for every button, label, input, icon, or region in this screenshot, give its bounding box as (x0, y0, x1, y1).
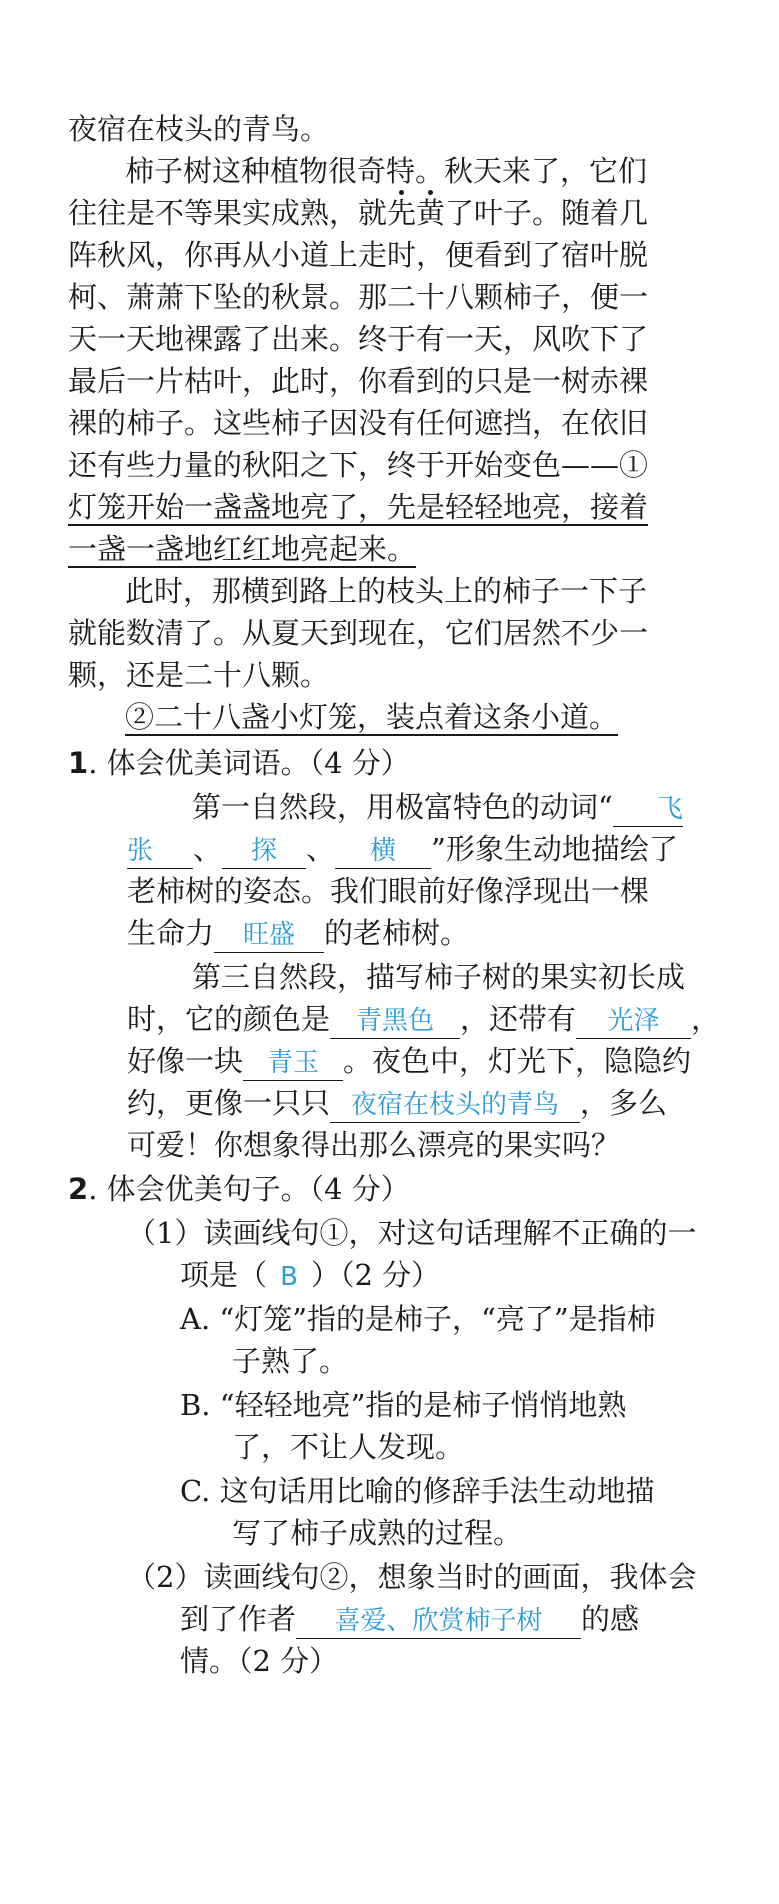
q1-text: 可爱！你想象得出那么漂亮的果实吗？ (127, 1128, 621, 1162)
answer-blank[interactable]: 旺盛 (214, 918, 324, 953)
underlined-sentence-1: 灯笼开始一盏盏地亮了，先是轻轻地亮，接着 (68, 490, 649, 524)
answer-blank[interactable]: 探 (222, 834, 306, 869)
option-c: 写了柿子成熟的过程。 (232, 1516, 523, 1550)
emphasis-dot: 先 (387, 196, 417, 230)
option-a: A. “灯笼”指的是柿子，“亮了”是指柿 (180, 1302, 656, 1336)
q1-text: 第一自然段，用极富特色的动词“ 飞 (192, 787, 683, 827)
passage-line: 柿子树这种植物很奇特。秋天来了，它们 (125, 154, 648, 188)
passage-line: 裸的柿子。这些柿子因没有任何遮挡，在依旧 (68, 406, 649, 440)
q1-text: 生命力 旺盛 的老柿树。 (127, 913, 469, 953)
passage-line: 颗，还是二十八颗。 (68, 658, 330, 692)
passage-line: 还有些力量的秋阳之下，终于开始变色——① (68, 448, 649, 482)
answer-blank[interactable]: 喜爱、欣赏柿子树 (296, 1604, 581, 1639)
answer-blank[interactable]: 飞 (613, 792, 683, 827)
q1-text: 第三自然段，描写柿子树的果实初长成 (192, 960, 686, 994)
underlined-sentence-1: 一盏一盏地红红地亮起来。 (68, 532, 417, 566)
passage-line: 阵秋风，你再从小道上走时，便看到了宿叶脱 (68, 238, 649, 272)
answer-blank[interactable]: 横 (335, 834, 431, 869)
passage-line: 此时，那横到路上的枝头上的柿子一下子 (125, 574, 648, 608)
question-2-title: 2. 体会优美句子。（4 分） (68, 1172, 410, 1206)
option-b: B. “轻轻地亮”指的是柿子悄悄地熟 (180, 1388, 627, 1422)
q2-sub2: （2）读画线句②，想象当时的画面，我体会 (127, 1560, 697, 1594)
answer-blank[interactable]: 张 (127, 834, 193, 869)
answer-blank[interactable]: 青玉 (243, 1046, 343, 1081)
passage-line: 就能数清了。从夏天到现在，它们居然不少一 (68, 616, 649, 650)
option-b: 了，不让人发现。 (232, 1430, 465, 1464)
q1-text: 约，更像一只只 夜宿在枝头的青鸟 ，多么 (127, 1083, 667, 1123)
q1-text: 时，它的颜色是 青黑色 ，还带有 光泽 ， (127, 999, 720, 1039)
passage-line: 天一天地裸露了出来。终于有一天，风吹下了 (68, 322, 649, 356)
option-c: C. 这句话用比喻的修辞手法生动地描 (180, 1474, 655, 1508)
q2-sub1: （1）读画线句①，对这句话理解不正确的一 (127, 1216, 697, 1250)
q2-sub2: 情。（2 分） (180, 1644, 339, 1678)
question-1-title: 1. 体会优美词语。（4 分） (68, 746, 410, 780)
passage-line: 往往是不等果实成熟，就先黄了叶子。随着几 (68, 196, 649, 230)
passage-line: 夜宿在枝头的青鸟。 (68, 112, 330, 146)
underlined-sentence-2: ②二十八盏小灯笼，装点着这条小道。 (125, 700, 619, 734)
answer-blank[interactable]: 青黑色 (330, 1004, 460, 1039)
q2-sub2: 到了作者 喜爱、欣赏柿子树 的感 (180, 1599, 639, 1639)
q2-sub1: 项是（ B ）（2 分） (180, 1258, 441, 1292)
q1-text: 张 、 探 、 横 ”形象生动地描绘了 (127, 829, 678, 869)
emphasis-dot: 黄 (416, 196, 446, 230)
option-a: 子熟了。 (232, 1344, 349, 1378)
q1-text: 好像一块 青玉 。夜色中，灯光下，隐隐约 (127, 1041, 691, 1081)
passage-line: 柯、萧萧下坠的秋景。那二十八颗柿子，便一 (68, 280, 649, 314)
answer-blank[interactable]: 光泽 (576, 1004, 691, 1039)
passage-line: 最后一片枯叶，此时，你看到的只是一树赤裸 (68, 364, 649, 398)
answer-choice[interactable]: B (280, 1262, 298, 1292)
q1-text: 老柿树的姿态。我们眼前好像浮现出一棵 (127, 874, 650, 908)
answer-blank[interactable]: 夜宿在枝头的青鸟 (330, 1088, 580, 1123)
